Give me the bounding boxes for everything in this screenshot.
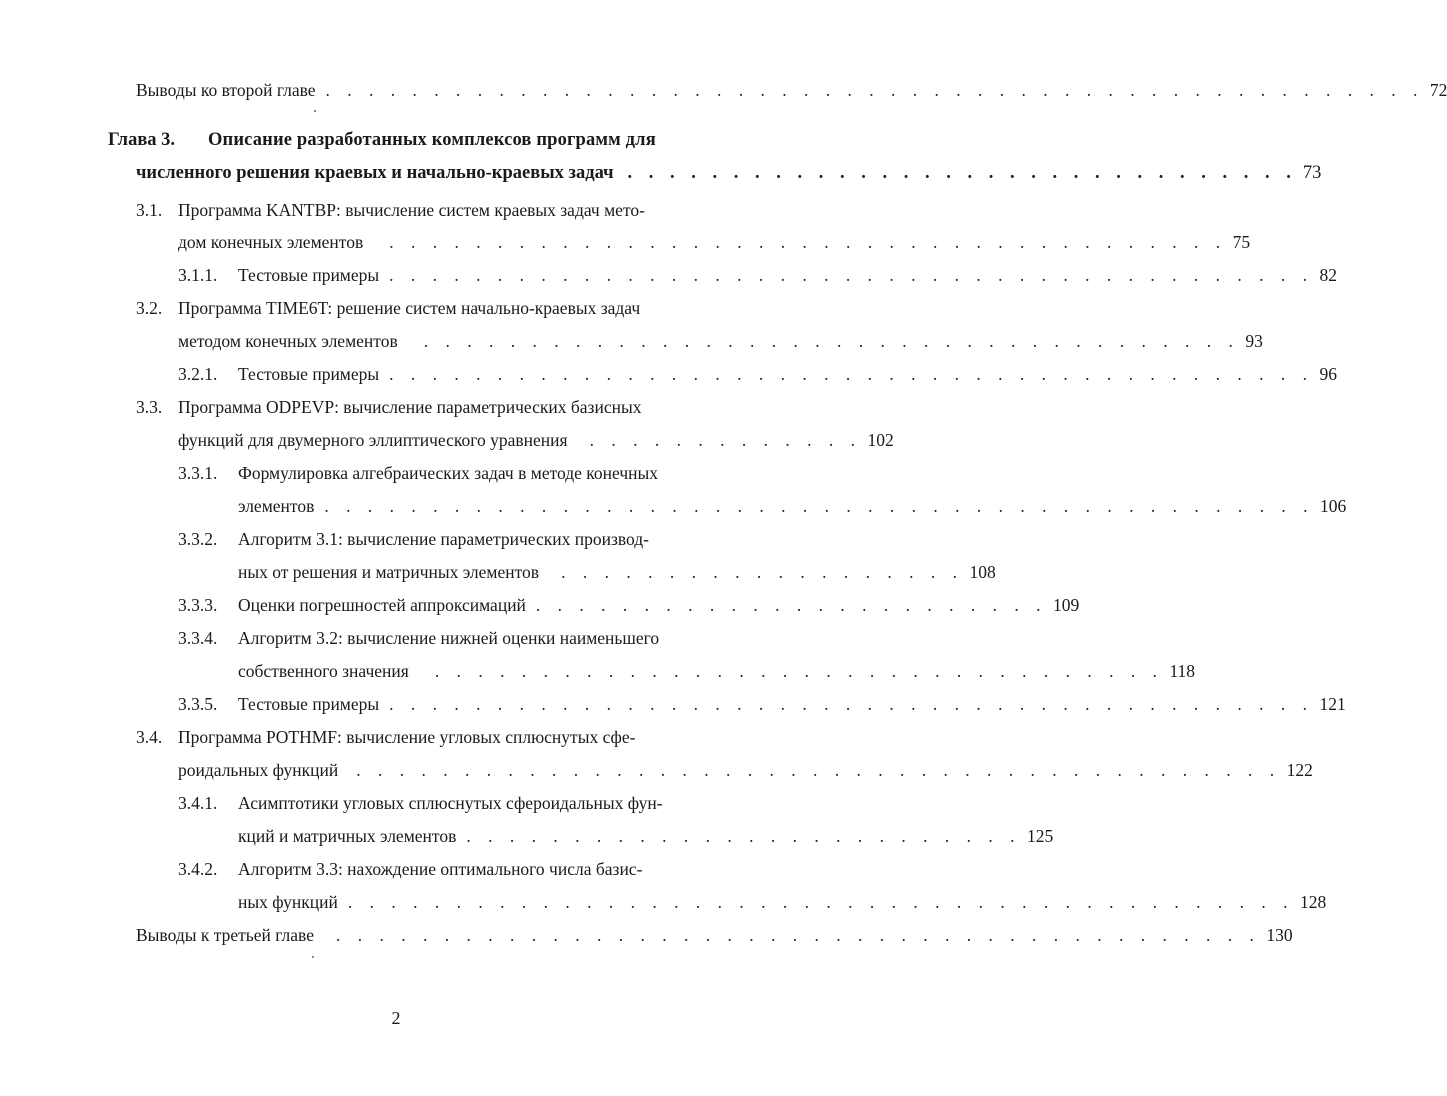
subsection-title-line2: кций и матричных элементов: [238, 826, 457, 846]
subsection-title: Тестовые примеры: [238, 265, 380, 285]
toc-subsection-3-3-3[interactable]: [178, 592, 1080, 618]
section-number: 3.1.: [136, 200, 163, 220]
toc-page-number: 121: [1319, 694, 1346, 714]
chapter-title-line1: Описание разработанных комплексов программ для: [208, 130, 656, 150]
toc-section-3-2-line1[interactable]: [136, 295, 754, 321]
toc-subsection-3-3-1-line2[interactable]: [238, 493, 1347, 519]
toc-subsection-3-3-4-line1[interactable]: [178, 625, 754, 651]
page-number: 2: [391, 1008, 401, 1028]
subsection-number: 3.1.1.: [178, 265, 218, 285]
subsection-number: 3.3.4.: [178, 628, 218, 648]
dot-leader: . . . . . . . . . . . . . . . . . . . . . . . . . . . . . . . . . .: [434, 661, 1164, 681]
toc-page-number: 102: [867, 430, 894, 450]
dot-leader: . . . . . . . . . . . . . . . . . . . . . . . . . . . . . . . . . . . . . . . . . . . . . .: [324, 496, 1314, 516]
toc-entry-conclusions-ch3[interactable]: [136, 922, 1293, 948]
subsection-title-line1: Алгоритм 3.3: нахождение оптимального числа базис-: [238, 859, 643, 879]
toc-subsection-3-4-2-line1[interactable]: [178, 856, 754, 882]
toc-page-number: 73: [1302, 163, 1322, 183]
dot-leader: . . . . . . . . . . . . . . . . . . . . . . . .: [535, 595, 1048, 615]
toc-section-3-4-line2[interactable]: [178, 757, 1313, 783]
toc-section-3-4-line1[interactable]: [136, 724, 754, 750]
subsection-title-line1: Алгоритм 3.2: вычисление нижней оценки наименьшего: [238, 628, 660, 648]
toc-subsection-3-3-2-line1[interactable]: [178, 526, 754, 552]
section-title-line1: Программа POTHMF: вычисление угловых сплюснутых сфе-: [178, 727, 636, 747]
subsection-number: 3.3.2.: [178, 529, 218, 549]
dot-leader: . . . . . . . . . . . . . . . . . . . . . . . . . . . . . . . . . . . . . . . . . . . .: [347, 892, 1294, 912]
subsection-number: 3.4.1.: [178, 793, 218, 813]
toc-subsection-3-4-1-line1[interactable]: [178, 790, 754, 816]
section-title-line1: Программа KANTBP: вычисление систем краевых задач мето-: [178, 200, 645, 220]
section-number: 3.3.: [136, 397, 163, 417]
subsection-title-line2: ных от решения и матричных элементов: [238, 562, 540, 582]
toc-page-number: 93: [1245, 331, 1263, 351]
dot-leader: . . . . . . . . . . . . . . . . . . . . . . . . . . . . . . . . . . . . . . . . . . .: [389, 694, 1314, 714]
toc-entry-title: Выводы к третьей главе: [136, 925, 314, 945]
section-title-line2: функций для двумерного эллиптического уравнения: [178, 430, 568, 450]
toc-page-number: 75: [1232, 232, 1251, 252]
toc-chapter-3-line2[interactable]: [136, 160, 1322, 186]
section-title-line2: роидальных функций: [178, 760, 339, 780]
section-title-line1: Программа ODPEVP: вычисление параметрических базисных: [178, 397, 642, 417]
subsection-number: 3.3.1.: [178, 463, 218, 483]
toc-page-number: 106: [1319, 496, 1347, 516]
subsection-number: 3.3.5.: [178, 694, 218, 714]
subsection-number: 3.4.2.: [178, 859, 218, 879]
subsection-number: 3.2.1.: [178, 364, 218, 384]
subsection-title-line1: Алгоритм 3.1: вычисление параметрических производ-: [238, 529, 650, 549]
dot-leader: . . . . . . . . . . . . . . . . . . . . . . . . . . . . . . . . . . . . . . .: [389, 232, 1227, 252]
dot-leader: . . . . . . . . . . . . . . . . . . . . . . . . . .: [466, 826, 1021, 846]
section-title-line2: дом конечных элементов: [178, 232, 364, 252]
toc-page-number: 108: [969, 562, 996, 582]
toc-subsection-3-2-1[interactable]: [178, 361, 1338, 387]
toc-entry-title: Выводы ко второй главе: [136, 80, 316, 100]
toc-page-number: 118: [1169, 661, 1196, 681]
toc-subsection-3-3-4-line2[interactable]: [238, 658, 1196, 684]
toc-page-number: 130: [1266, 925, 1293, 945]
chapter-title-line2: численного решения краевых и начально-краевых задач: [136, 163, 614, 183]
dot-leader: . . . . . . . . . . . . . . . . . . .: [561, 562, 964, 582]
toc-page-number: 109: [1053, 595, 1080, 615]
subsection-title: Оценки погрешностей аппроксимаций: [238, 595, 526, 615]
toc-page-number: 72: [1429, 80, 1447, 100]
subsection-number: 3.3.3.: [178, 595, 218, 615]
chapter-label: Глава 3.: [108, 130, 176, 150]
section-title-line1: Программа TIME6T: решение систем начально-краевых задач: [178, 298, 641, 318]
toc-page-number: 96: [1319, 364, 1338, 384]
dot-leader: . . . . . . . . . . . . . . . . . . . . . . . . . . . . . . . . . . . . . . . . . . .: [389, 265, 1314, 285]
subsection-title-line2: элементов: [238, 496, 315, 516]
toc-chapter-3-line1[interactable]: [108, 127, 726, 153]
toc-entry-conclusions-ch2[interactable]: [136, 77, 1447, 103]
dot-leader: . . . . . . . . . . . . . . . . . . . . . . . . . . . . . . . .: [627, 163, 1297, 183]
toc-subsection-3-3-1-line1[interactable]: [178, 460, 754, 486]
dot-leader: . . . . . . . . . . . . . . . . . . . . . . . . . . . . . . . . . . . . . . . . . . .: [335, 925, 1261, 945]
toc-subsection-3-3-2-line2[interactable]: [238, 559, 996, 585]
scan-speck: [314, 110, 316, 112]
dot-leader: . . . . . . . . . . . . . . . . . . . . . . . . . . . . . . . . . . . . . . . . . . .: [389, 364, 1314, 384]
toc-section-3-1-line2[interactable]: [178, 229, 1251, 255]
toc-subsection-3-4-2-line2[interactable]: [238, 889, 1327, 915]
dot-leader: . . . . . . . . . . . . . . . . . . . . . . . . . . . . . . . . . . . . . .: [423, 331, 1240, 351]
toc-section-3-3-line1[interactable]: [136, 394, 754, 420]
toc-page-number: 122: [1286, 760, 1313, 780]
section-number: 3.2.: [136, 298, 163, 318]
subsection-title: Тестовые примеры: [238, 364, 380, 384]
toc-subsection-3-3-5[interactable]: [178, 691, 1346, 717]
dot-leader: . . . . . . . . . . . . . . . . . . . . . . . . . . . . . . . . . . . . . . . . . . . . . . . . . . .: [325, 80, 1424, 100]
section-number: 3.4.: [136, 727, 163, 747]
subsection-title: Тестовые примеры: [238, 694, 380, 714]
toc-section-3-1-line1[interactable]: [136, 197, 754, 223]
subsection-title-line1: Асимптотики угловых сплюснутых сфероидальных фун-: [238, 793, 663, 813]
dot-leader: . . . . . . . . . . . . . . . . . . . . . . . . . . . . . . . . . . . . . . . . . . .: [356, 760, 1281, 780]
toc-page-number: 82: [1319, 265, 1338, 285]
dot-leader: . . . . . . . . . . . . .: [589, 430, 862, 450]
toc-page-number: 128: [1300, 892, 1327, 912]
toc-subsection-3-1-1[interactable]: [178, 262, 1338, 288]
subsection-title-line2: ных функций: [238, 892, 338, 912]
section-title-line2: методом конечных элементов: [178, 331, 398, 351]
toc-section-3-3-line2[interactable]: [178, 427, 894, 453]
toc-section-3-2-line2[interactable]: [178, 328, 1263, 354]
toc-page-number: 125: [1026, 826, 1054, 846]
toc-subsection-3-4-1-line2[interactable]: [238, 823, 1054, 849]
subsection-title-line2: собственного значения: [238, 661, 409, 681]
subsection-title-line1: Формулировка алгебраических задач в методе конечных: [238, 463, 659, 483]
scan-speck: [312, 956, 314, 958]
